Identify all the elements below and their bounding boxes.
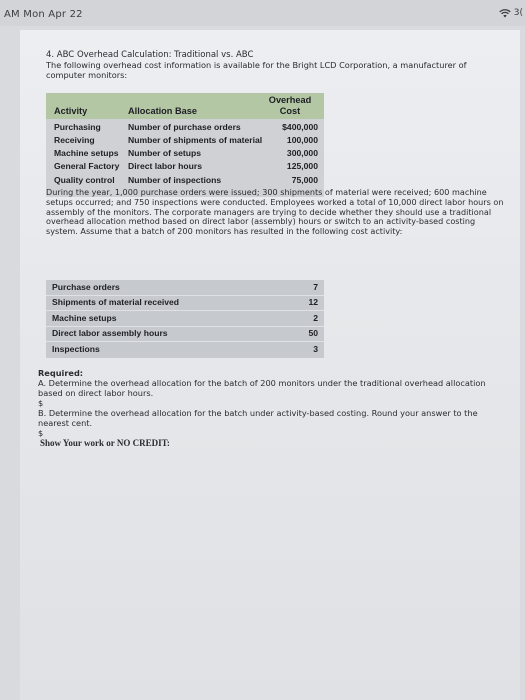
- header-overhead-cost: Overhead Cost: [268, 95, 312, 116]
- required-section: [38, 368, 508, 438]
- table-row: [46, 280, 324, 296]
- document-page: [20, 30, 520, 700]
- batch-value: 12: [308, 297, 318, 307]
- wifi-icon: [499, 8, 511, 18]
- part-b-answer[interactable]: $: [38, 428, 44, 438]
- cost-cell: 125,000: [286, 161, 318, 171]
- cost-cell: 300,000: [286, 148, 318, 158]
- base-cell: Direct labor hours: [128, 161, 203, 171]
- batch-value: 50: [308, 328, 318, 338]
- batch-label: Shipments of material received: [52, 297, 180, 307]
- activity-cell: Purchasing: [54, 122, 101, 132]
- overhead-cost-table: [46, 93, 324, 197]
- activity-cell: Receiving: [54, 135, 95, 145]
- activity-cell: Machine setups: [54, 148, 119, 158]
- intro-text: The following overhead cost information is available for the Bright LCD Corporation, a manufacturer of computer monitors:: [46, 60, 467, 80]
- batch-label: Direct labor assembly hours: [52, 328, 168, 338]
- status-time: AM Mon Apr 22: [4, 9, 83, 20]
- table-row: [46, 311, 324, 327]
- cost-cell: $400,000: [282, 122, 318, 132]
- batch-label: Purchase orders: [52, 282, 120, 292]
- base-cell: Number of shipments of material: [128, 135, 263, 145]
- cost-cell: 100,000: [286, 135, 318, 145]
- table-row: [46, 160, 324, 173]
- scenario-paragraph: During the year, 1,000 purchase orders were issued; 300 shipments of material were received; 600 machine setups occurred; and 750 inspections were conducted. Employees worked a total of 10,000 direct labor hours on assembly of the monitors. The corporate managers are trying to decide whether they should use a traditional overhead allocation method based on direct labor (assembly) hours or switch to an activity-based costing system. Assume that a batch of 200 monitors has resulted in the following cost activity:: [46, 187, 504, 237]
- batch-label: Machine setups: [52, 313, 117, 323]
- base-cell: Number of setups: [128, 148, 202, 158]
- activity-cell: General Factory: [54, 161, 120, 171]
- status-right: [499, 8, 523, 18]
- table-row: [46, 174, 324, 187]
- question-title: 4. ABC Overhead Calculation: Traditional vs. ABC: [46, 50, 254, 60]
- table-row: [46, 147, 324, 160]
- required-label: Required:: [38, 368, 84, 378]
- header-activity: Activity: [54, 106, 88, 116]
- activity-cell: Quality control: [54, 175, 115, 185]
- table-row: [46, 295, 324, 311]
- table-header: [46, 93, 324, 119]
- table-row: [46, 342, 324, 357]
- base-cell: Number of purchase orders: [128, 122, 241, 132]
- header-allocation-base: Allocation Base: [128, 106, 197, 116]
- part-a-answer[interactable]: $: [38, 398, 44, 408]
- batch-value: 3: [313, 344, 318, 354]
- batch-value: 7: [313, 282, 318, 292]
- table-row: [46, 326, 324, 342]
- status-bar: [0, 0, 525, 26]
- batch-value: 2: [313, 313, 318, 323]
- batch-label: Inspections: [52, 344, 100, 354]
- battery-text: 3(: [513, 8, 523, 18]
- part-a-text: A. Determine the overhead allocation for the batch of 200 monitors under the traditional overhead allocation based on direct labor hours.: [38, 378, 486, 398]
- cost-cell: 75,000: [291, 175, 318, 185]
- part-b-text: B. Determine the overhead allocation for the batch under activity-based costing. Round your answer to the nearest cent.: [38, 408, 478, 428]
- batch-activity-table: [46, 280, 324, 358]
- table-row: [46, 134, 324, 147]
- table-row: [46, 121, 324, 134]
- show-work-note: Show Your work or NO CREDIT:: [40, 438, 170, 448]
- base-cell: Number of inspections: [128, 175, 222, 185]
